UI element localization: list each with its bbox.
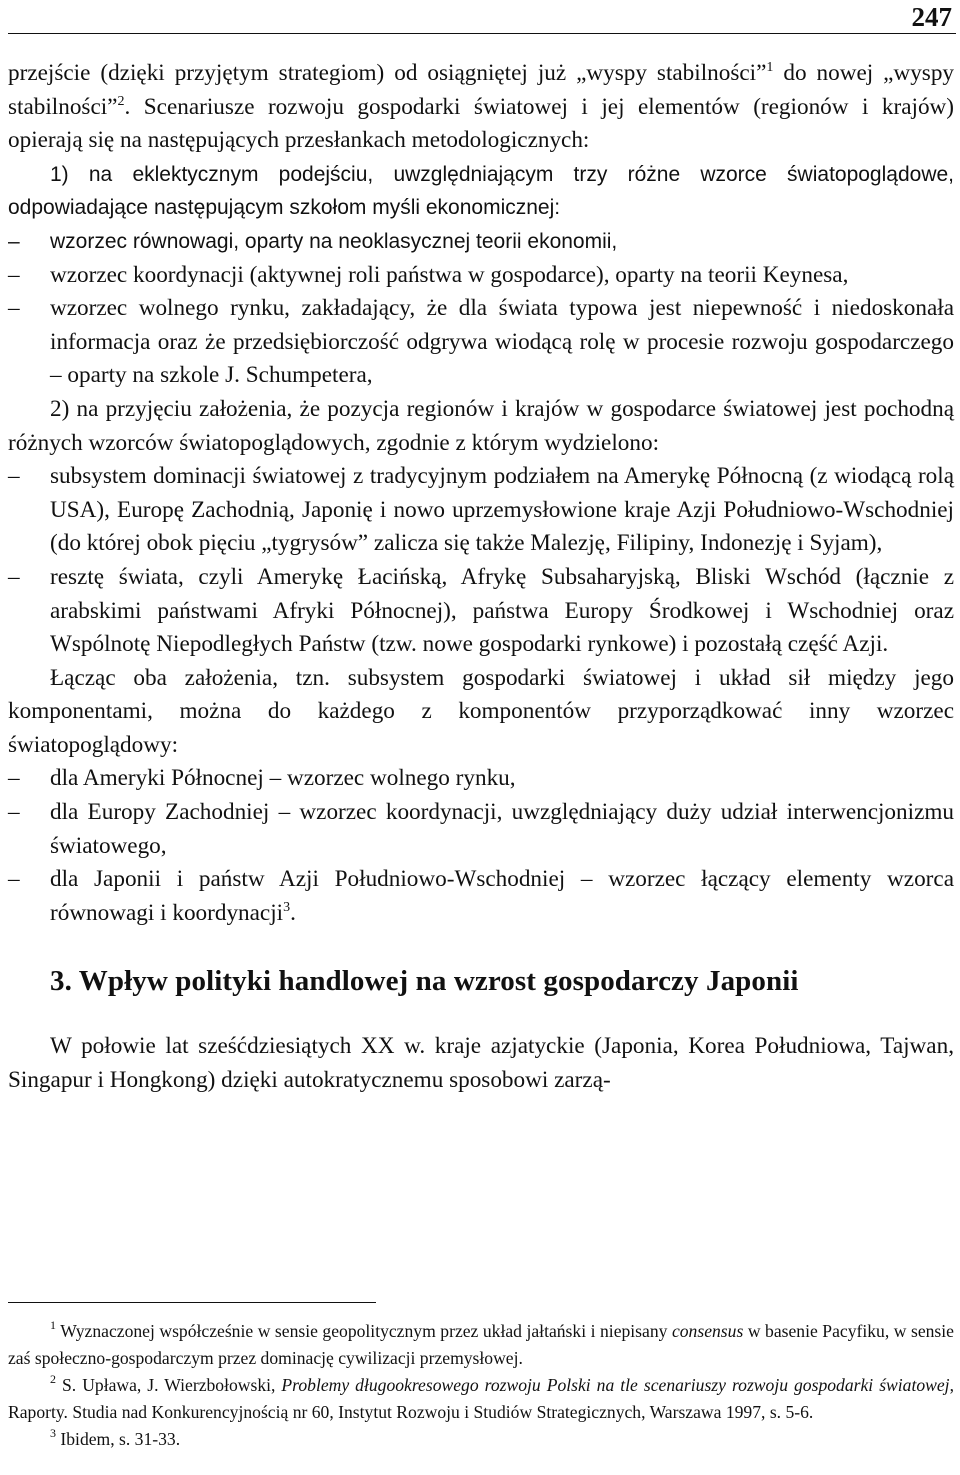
- paragraph-1-text: przejście (dzięki przyjętym strategiom) od osiągniętej już „wyspy stabilności”: [8, 60, 767, 86]
- main-text: [8, 57, 954, 1098]
- footnote-1-text-end: w basenie Pacyfiku, w sensie zaś społeczno-gospodarczym przez dominację cywilizacji przemysłowej.: [8, 1321, 954, 1368]
- footnote-3: [8, 1426, 954, 1453]
- footnote-rule: [8, 1302, 376, 1303]
- paragraph-5: W połowie lat sześćdziesiątych XX w. kraje azjatyckie (Japonia, Korea Południowa, Tajwan, Singapur i Hongkong) dzięki autokratycznemu sposobowi zarzą-: [8, 1033, 954, 1094]
- footnote-2-text: S. Upława, J. Wierzbołowski,: [56, 1375, 282, 1395]
- list3-item-last: [8, 863, 954, 930]
- footnote-2-text-end: , Raporty. Studia nad Konkurencyjnością nr 60, Instytut Rozwoju i Studiów Strategicznych, Warszawa 1997, s. 5-6.: [8, 1375, 954, 1422]
- list2-item: – subsystem dominacji światowej z tradycyjnym podziałem na Amerykę Północną (z wiodącą rolą USA), Europę Zachodnią, Japonię i nowo uprzemysłowione kraje Azji Południowo-Wschodniej (do której obok pięciu „tygrysów” zalicza się także Malezję, Filipiny, Indonezję i Syjam),: [8, 460, 954, 561]
- section-heading: 3. Wpływ polityki handlowej na wzrost gospodarczy Japonii: [50, 965, 799, 998]
- paragraph-1-text-cont: do nowej „wyspy stabilności”: [8, 60, 955, 120]
- paragraph-1-text-end: . Scenariusze rozwoju gospodarki światowej i jej elementów (regionów i krajów) opierają się na następujących przesłankach metodologicznych:: [8, 93, 954, 154]
- footnote-1: [8, 1318, 954, 1372]
- list1-item: – wzorzec koordynacji (aktywnej roli państwa w gospodarce), oparty na teorii Keynesa,: [8, 259, 954, 293]
- footnote-ref-3: 3: [283, 899, 291, 915]
- list1-item: – wzorzec równowagi, oparty na neoklasycznej teorii ekonomii,: [8, 225, 954, 259]
- footnote-2-number: 2: [50, 1372, 56, 1386]
- paragraph-1: [8, 57, 954, 158]
- list3-item: – dla Ameryki Północnej – wzorzec wolnego rynku,: [8, 762, 954, 796]
- footnote-3-text: Ibidem, s. 31-33.: [56, 1429, 181, 1449]
- paragraph-3: 2) na przyjęciu założenia, że pozycja regionów i krajów w gospodarce światowej jest pochodną różnych wzorców światopoglądowych, zgodnie z którym wydzielono:: [8, 395, 954, 456]
- footnote-2: [8, 1372, 954, 1426]
- footnote-1-number: 1: [50, 1318, 56, 1332]
- footnote-1-italic: consensus: [671, 1321, 744, 1341]
- footnote-ref-1: 1: [766, 60, 774, 75]
- list3-item: – dla Europy Zachodniej – wzorzec koordynacji, uwzględniający duży udział interwencjonizmu światowego,: [8, 796, 954, 863]
- footnote-2-title: Problemy długookresowego rozwoju Polski na tle scenariuszy rozwoju gospodarki światowej: [281, 1375, 950, 1395]
- list1-item: – wzorzec wolnego rynku, zakładający, że dla świata typowa jest niepewność i niedoskonała informacja oraz że przedsiębiorczość odgrywa wiodącą rolę w procesie rozwoju gospodarczego – oparty na szkole J. Schumpetera,: [8, 292, 954, 393]
- list3-item-last-end: .: [290, 899, 296, 926]
- paragraph-2: 1) na eklektycznym podejściu, uwzględniającym trzy różne wzorce światopoglądowe, odpowiadające następującym szkołom myśli ekonomicznej:: [8, 162, 954, 220]
- paragraph-4: Łącząc oba założenia, tzn. subsystem gospodarki światowej i układ sił między jego komponentami, można do każdego z komponentów przyporządkować inny wzorzec światopoglądowy:: [8, 664, 954, 758]
- footnote-3-number: 3: [50, 1426, 56, 1440]
- footnote-1-text: Wyznaczonej współcześnie w sensie geopolitycznym przez układ jałtański i niepisany: [56, 1321, 672, 1341]
- page-number: 247: [911, 2, 952, 32]
- list2-item: – resztę świata, czyli Amerykę Łacińską, Afrykę Subsaharyjską, Bliski Wschód (łącznie z arabskimi państwami Afryki Północnej), państwa Europy Środkowej i Wschodniej oraz Wspólnotę Niepodległych Państw (tzw. nowe gospodarki rynkowe) i pozostałą część Azji.: [8, 561, 954, 662]
- list3-item-last-text: dla Japonii i państw Azji Południowo-Wschodniej – wzorzec łączący elementy wzorca równowagi i koordynacji: [50, 866, 954, 926]
- footnotes: [8, 1318, 954, 1453]
- header-rule: [8, 33, 956, 34]
- footnote-ref-2: 2: [117, 93, 125, 109]
